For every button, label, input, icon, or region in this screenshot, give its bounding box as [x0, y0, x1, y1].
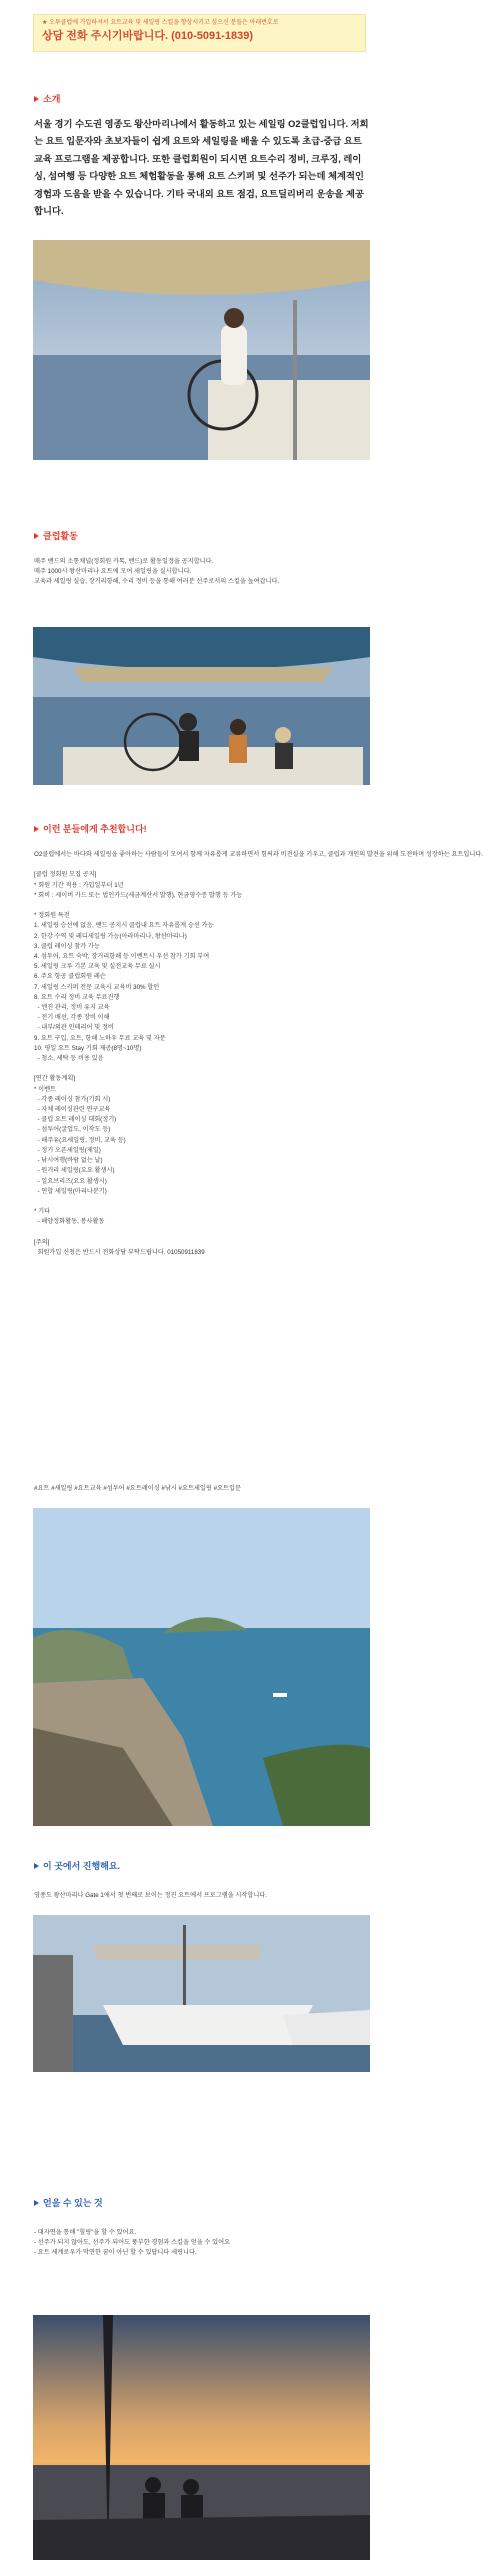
recommend-heading [34, 822, 147, 835]
contact-notice [33, 14, 366, 52]
intro-heading-label: 소개 [43, 94, 61, 104]
recommend-text: O2클럽에서는 바다와 세일링을 좋아하는 사람들이 모여서 함께 자유롭게 교류하면서 힘써과 비전실을 키우고, 클럽과 개인의 발전을 위해 도전하며 성장하는 요트입니다. [클럽 정회원 모집 공지] * 회원 기간 적용 : 가입일부터 1년 * 회비 : 세이버 카드 또는 법인카드(세금계산서 발행), 현금영수증 발행 등 가능 * 정회원 특전 1. 세일링 승선에 없음, 밴드 공지시 클럽내 요트 자유롭게 승선 가능 2. 한강 수역 및 레디세일링 가능(아라마리나, 왕산마리나) 3. 클럽 레이싱 참가 가능 4. 섬투어, 요트 숙박, 장거리항해 등 이벤트시 우선 참가 기회 부여 5. 세일링 크루 기본 교육 및 실전교육 무료 실시 6. 주요 항공 클럽회원 레슨 7. 세일링 스키퍼 전문 교육시 교육비 30% 할인 8. 요트 수리 정비 교육 무료진행 - 엔진 관리, 정비 유지 교육 - 전기 배선, 각종 장비 이해 - 내부/외관 인테리어 및 정비 9. 요트 구입, 요트, 항해 노하우 무료 교육 및 자문 10. 평일 요트 Stay 기회 제공(8명~10명) - 청소, 세탁 등 비용 있음 [연간 활동계획] * 이벤트 - 각종 레이싱 참가(기회 시) - 자체 레이싱관련 연구교육 - 클럽 요트 레이싱 대회(정기) - 섬투어(굴업도, 이작도 등) - 해주유(요세일링, 정비, 교육 등) - 정기 오픈세일링(제일) - 낚시여행(바람 없는 날) - 원거리 세일링(요요 활생시) - 일요브리즈(요요 활생시) - 연합 세일링(마리나분기) * 기타 - 해양정화활동, 봉사활동 [주의] 회원가입 신청은 반드시 전화상담 부탁드립니다. 01050911839 [34, 851, 483, 1256]
triangle-bullet-icon [34, 826, 39, 832]
triangle-bullet-icon [34, 533, 39, 539]
activity-heading [34, 529, 78, 542]
benefits-heading [34, 2196, 103, 2209]
photo-sunset [33, 2315, 370, 2560]
location-heading [34, 1859, 120, 1872]
triangle-bullet-icon [34, 96, 39, 102]
triangle-bullet-icon [34, 2200, 39, 2206]
benefits-heading-label: 얻을 수 있는 것 [43, 2198, 103, 2208]
activity-heading-label: 클럽활동 [43, 531, 78, 541]
activity-text: 매주 밴드의 소통채널(정회원 카톡, 밴드)로 활동일정을 공지합니다. 매주 1000시 왕산마리나 요트에 모여 세일링을 실시합니다. 교육과 세일링 실습, 장거리항해, 수리 정비 등을 통해 여러분 선주로서의 스킬을 높여갑니다. [34, 558, 280, 586]
photo-crew [33, 627, 370, 785]
hashtags[interactable]: #요트 #세일링 #요트교육 #섬투어 #요트레이싱 #낚시 #요트세일링 #요트입문 [34, 1485, 241, 1492]
intro-heading [34, 92, 60, 105]
notice-line-2-phone[interactable]: 상담 전화 주시기바랍니다. (010-5091-1839) [42, 30, 254, 42]
recommend-heading-label: 이런 분들에게 추천합니다! [43, 824, 147, 834]
photo-marina [33, 1915, 370, 2072]
benefits-text: - 대자연을 통해 "힐링"을 할 수 있어요. - 선주가 되지 않아도, 선주가 되어도 풍부한 경험과 스킬을 얻을 수 있어요 - 요트 세계로우가 막연한 꿈이 아닌 할 수 있답니다 세링니다. [34, 2229, 231, 2257]
photo-helm [33, 240, 370, 460]
location-heading-label: 이 곳에서 진행해요. [43, 1861, 121, 1871]
photo-coastline [33, 1508, 370, 1826]
notice-line-1: ★ 오투클럽에 가입하셔서 요트교육 및 세일링 스킬을 향상시키고 싶으신 분들은 아래번호로 [42, 20, 279, 26]
triangle-bullet-icon [34, 1863, 39, 1869]
intro-text: 서울 경기 수도권 영종도 왕산마리나에서 활동하고 있는 세일링 O2클럽입니다. 저희는 요트 입문자와 초보자들이 쉽게 요트와 세일링을 배울 수 있도록 초급-중급 요트교육 프로그램을 제공합니다. 또한 클럽회원이 되시면 요트수리 정비, 크루징, 레이싱, 섬여행 등 다양한 요트 체험활동을 통해 요트 스키퍼 및 선주가 되는데 체계적인 경험과 도움을 받을 수 있습니다. 기타 국내외 요트 점검, 요트딜리버리 운송을 제공합니다. [34, 119, 369, 217]
location-text: 영종도 왕산마리나 Gate 1에서 첫 번째로 보이는 정진 요트에서 프로그램을 시작합니다. [34, 1892, 268, 1899]
